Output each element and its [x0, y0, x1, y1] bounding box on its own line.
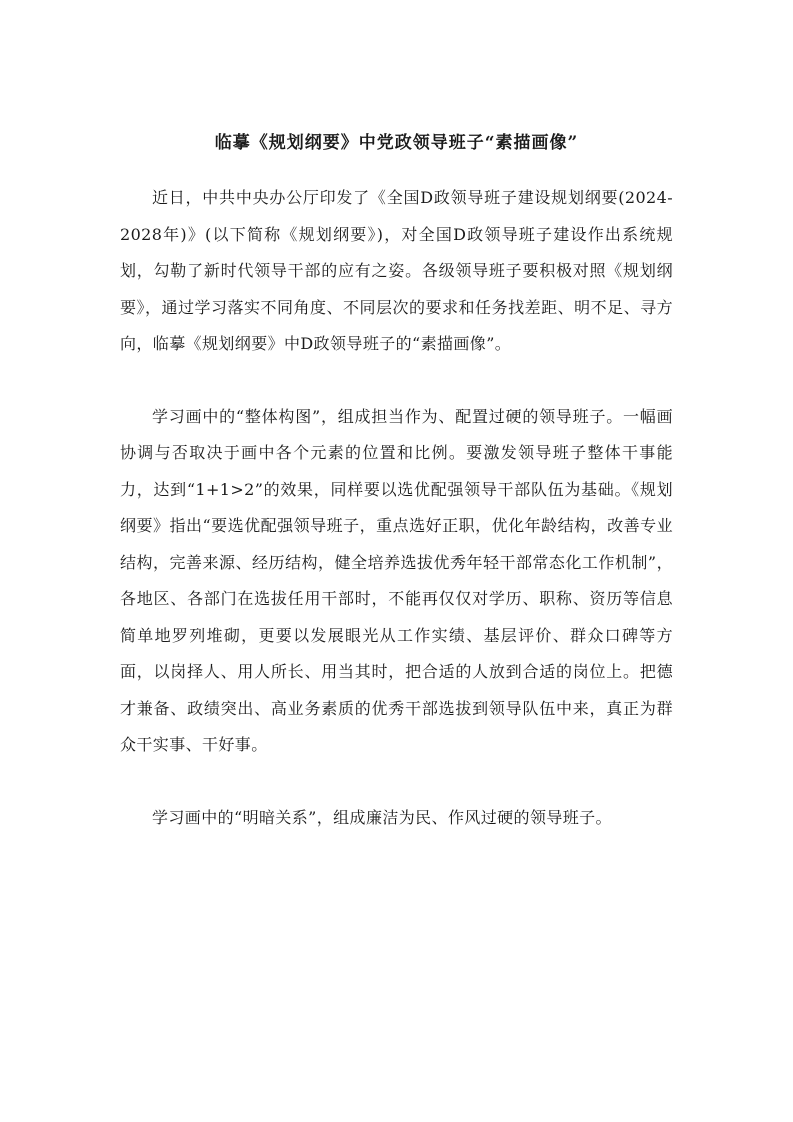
- paragraph-spacer: [120, 764, 673, 800]
- paragraph-spacer: [120, 363, 673, 399]
- paragraph-intro: 近日，中共中央办公厅印发了《全国D政领导班子建设规划纲要(2024-2028年)》(以下简称《规划纲要》)，对全国D政领导班子建设作出系统规划，勾勒了新时代领导干部的应有之姿。各级领导班子要积极对照《规划纲要》，通过学习落实不同角度、不同层次的要求和任务找差距、明不足、寻方向，临摹《规划纲要》中D政领导班子的“素描画像”。: [120, 188, 673, 353]
- paragraph-composition: 学习画中的“整体构图”，组成担当作为、配置过硬的领导班子。一幅画协调与否取决于画中各个元素的位置和比例。要激发领导班子整体干事能力，达到“1+1>2”的效果，同样要以选优配强领导干部队伍为基础。《规划纲要》指出“要选优配强领导班子，重点选好正职，优化年龄结构，改善专业结构，完善来源、经历结构，健全培养选拔优秀年轻干部常态化工作机制”，各地区、各部门在选拔任用干部时，不能再仅仅对学历、职称、资历等信息简单地罗列堆砌，更要以发展眼光从工作实绩、基层评价、群众口碑等方面，以岗择人、用人所长、用当其时，把合适的人放到合适的岗位上。把德才兼备、政绩突出、高业务素质的优秀干部选拔到领导队伍中来，真正为群众干实事、干好事。: [120, 406, 673, 754]
- paragraph-light-shadow: 学习画中的“明暗关系”，组成廉洁为民、作风过硬的领导班子。: [152, 807, 612, 827]
- title-spacer: [120, 158, 673, 180]
- document-title: 临摹《规划纲要》中党政领导班子“素描画像”: [214, 133, 579, 153]
